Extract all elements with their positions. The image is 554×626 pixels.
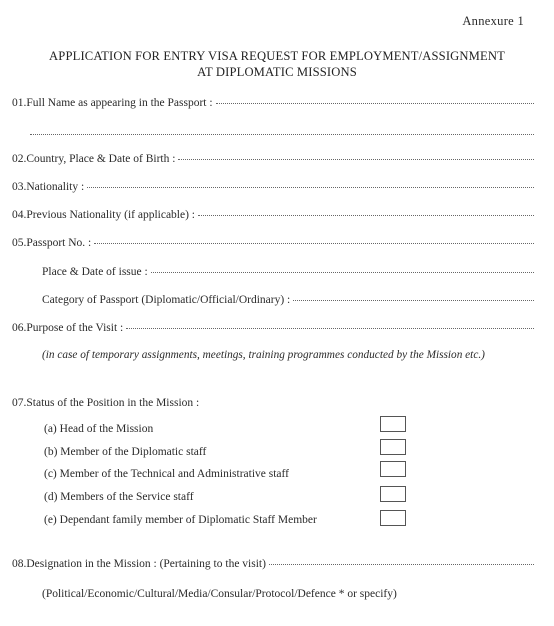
purpose-label: 06.Purpose of the Visit : <box>12 322 124 334</box>
birth-blank[interactable] <box>178 159 534 160</box>
field-category-passport[interactable] <box>42 294 534 306</box>
status-option-service-staff: (d) Members of the Service staff <box>44 491 194 503</box>
form-title-line-1: APPLICATION FOR ENTRY VISA REQUEST FOR EMPLOYMENT/ASSIGNMENT <box>49 49 505 63</box>
status-checkbox-head-of-mission[interactable] <box>380 416 406 432</box>
status-checkbox-diplomatic-staff[interactable] <box>380 439 406 455</box>
full-name-blank[interactable] <box>216 103 534 104</box>
field-designation[interactable] <box>12 558 534 570</box>
birth-label: 02.Country, Place & Date of Birth : <box>12 153 176 165</box>
nationality-blank[interactable] <box>87 187 534 188</box>
status-checkbox-dependant-family[interactable] <box>380 510 406 526</box>
annexure-label: Annexure 1 <box>462 14 524 28</box>
form-title <box>0 48 554 80</box>
designation-note: (Political/Economic/Cultural/Media/Consular/Protocol/Defence * or specify) <box>42 588 397 600</box>
status-heading: 07.Status of the Position in the Mission : <box>12 397 200 409</box>
status-option-technical-admin-staff: (c) Member of the Technical and Administrative staff <box>44 468 289 480</box>
field-passport-no[interactable] <box>12 237 534 249</box>
place-date-issue-label: Place & Date of issue : <box>42 266 148 278</box>
full-name-label: 01.Full Name as appearing in the Passport : <box>12 97 213 109</box>
place-date-issue-blank[interactable] <box>151 272 534 273</box>
field-nationality[interactable] <box>12 181 534 193</box>
passport-no-blank[interactable] <box>94 243 534 244</box>
field-birth[interactable] <box>12 153 534 165</box>
field-previous-nationality[interactable] <box>12 209 534 221</box>
designation-label: 08.Designation in the Mission : (Pertaining to the visit) <box>12 558 266 570</box>
designation-blank[interactable] <box>269 564 534 565</box>
previous-nationality-blank[interactable] <box>198 215 534 216</box>
status-checkbox-technical-admin-staff[interactable] <box>380 461 406 477</box>
previous-nationality-label: 04.Previous Nationality (if applicable) : <box>12 209 195 221</box>
category-passport-label: Category of Passport (Diplomatic/Official/Ordinary) : <box>42 294 291 306</box>
nationality-label: 03.Nationality : <box>12 181 85 193</box>
passport-no-label: 05.Passport No. : <box>12 237 92 249</box>
full-name-blank-line-2[interactable] <box>30 134 534 135</box>
field-full-name[interactable] <box>12 97 534 109</box>
field-place-date-issue[interactable] <box>42 266 534 278</box>
category-passport-blank[interactable] <box>293 300 534 301</box>
field-purpose[interactable] <box>12 322 534 334</box>
status-option-diplomatic-staff: (b) Member of the Diplomatic staff <box>44 446 207 458</box>
status-option-dependant-family: (e) Dependant family member of Diplomatic Staff Member <box>44 514 317 526</box>
form-title-line-2: AT DIPLOMATIC MISSIONS <box>197 65 357 79</box>
status-option-head-of-mission: (a) Head of the Mission <box>44 423 154 435</box>
purpose-note: (in case of temporary assignments, meetings, training programmes conducted by the Mission etc.) <box>42 349 485 361</box>
purpose-blank[interactable] <box>126 328 534 329</box>
status-checkbox-service-staff[interactable] <box>380 486 406 502</box>
